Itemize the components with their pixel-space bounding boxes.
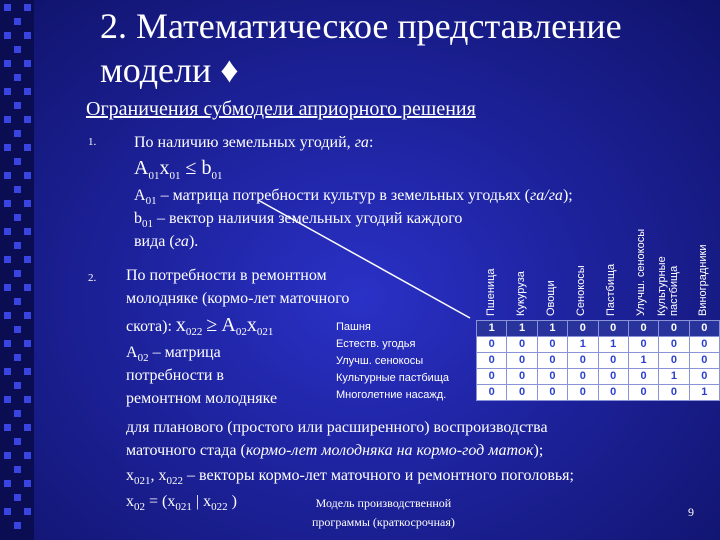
col-header-2: Овощи: [545, 280, 557, 316]
table-cell: 0: [689, 321, 719, 337]
table-cell: 0: [628, 321, 658, 337]
table-cell: 1: [628, 353, 658, 369]
table-row: [477, 385, 720, 401]
table-cell: 0: [689, 337, 719, 353]
table-cell: 0: [659, 321, 689, 337]
table-cell: 0: [568, 369, 598, 385]
table-cell: 0: [598, 385, 628, 401]
col-header-4: Пастбища: [605, 263, 617, 316]
table-cell: 0: [477, 385, 507, 401]
item1-desc3: вида (га).: [134, 233, 199, 250]
table-cell: 0: [477, 369, 507, 385]
table-cell: 0: [628, 385, 658, 401]
col-header-0: Пшеница: [485, 268, 497, 316]
page-number: 9: [688, 505, 694, 519]
item2-line1: По потребности в ремонтном: [126, 267, 327, 284]
item1-formula: $A_{01}x_{01} \le b_{01}$: [134, 157, 223, 182]
item2-line4: $A_{02}$ – матрица: [126, 344, 221, 365]
diamond-icon: ♦: [220, 50, 239, 90]
col-header-3: Сенокосы: [575, 265, 587, 316]
row-label-3: Культурные пастбища: [336, 372, 449, 384]
col-header-6: Культурные пастбища: [656, 256, 680, 316]
table-row: [477, 353, 720, 369]
table-cell: 0: [507, 369, 537, 385]
table-cell: 0: [477, 353, 507, 369]
item2-line2: молодняке (кормо-лет маточного: [126, 290, 350, 307]
table-row: [477, 337, 720, 353]
table-cell: 0: [659, 385, 689, 401]
table-cell: 0: [598, 321, 628, 337]
item1-number: 1.: [88, 136, 97, 148]
table-cell: 1: [507, 321, 537, 337]
table-cell: 0: [507, 353, 537, 369]
row-label-4: Многолетние насажд.: [336, 389, 447, 401]
item2-line8: маточного стада (кормо-лет молодняка на кормо-год маток);: [126, 442, 544, 459]
table-cell: 0: [537, 385, 567, 401]
title-line1: 2. Математическое представление: [100, 6, 622, 46]
item2-line7: для планового (простого или расширенного) воспроизводства: [126, 419, 548, 436]
table-row: [477, 321, 720, 337]
slide-footer: [312, 494, 455, 532]
row-label-1: Естеств. угодья: [336, 338, 416, 350]
item2-line10: $x_{02} = (x_{021}$ | $x_{022}$ ): [126, 493, 237, 514]
table-cell: 1: [598, 337, 628, 353]
table-cell: 0: [537, 369, 567, 385]
requirement-matrix: [476, 320, 720, 401]
footer-line1: Модель производственной: [315, 496, 452, 510]
table-cell: 0: [568, 353, 598, 369]
table-cell: 0: [507, 337, 537, 353]
table-cell: 0: [537, 353, 567, 369]
item1-heading: По наличию земельных угодий, га:: [134, 134, 374, 151]
item2-line6: ремонтном молодняке: [126, 390, 278, 407]
col-header-1: Кукуруза: [515, 271, 527, 316]
item2-number: 2.: [88, 272, 97, 284]
title-line2: модели ♦: [100, 50, 239, 90]
table-cell: 0: [537, 337, 567, 353]
col-header-7: Виноградники: [697, 244, 709, 316]
table-cell: 0: [628, 369, 658, 385]
table-cell: 1: [537, 321, 567, 337]
table-cell: 0: [628, 337, 658, 353]
table-cell: 0: [568, 385, 598, 401]
table-cell: 1: [689, 385, 719, 401]
table-cell: 0: [689, 353, 719, 369]
item2-line9: $x_{021}$, $x_{022}$ – векторы кормо-лет маточного и ремонтного поголовья;: [126, 467, 574, 488]
table-cell: 0: [598, 369, 628, 385]
table-cell: 0: [689, 369, 719, 385]
row-label-0: Пашня: [336, 321, 371, 333]
table-cell: 0: [477, 337, 507, 353]
table-cell: 1: [659, 369, 689, 385]
row-label-2: Улучш. сенокосы: [336, 355, 424, 367]
col-header-5: Улучш. сенокосы: [635, 228, 647, 316]
item2-line3: скота): $x_{022} \ge A_{02}x_{021}$: [126, 314, 274, 339]
item1-desc2: $b_{01}$ – вектор наличия земельных угодий каждого: [134, 210, 463, 231]
table-cell: 0: [598, 353, 628, 369]
table-cell: 1: [477, 321, 507, 337]
item1-desc1: $A_{01}$ – матрица потребности культур в земельных угодьях (га/га);: [134, 187, 573, 208]
table-row: [477, 369, 720, 385]
table-cell: 0: [507, 385, 537, 401]
table-cell: 0: [659, 353, 689, 369]
table-cell: 1: [568, 337, 598, 353]
table-cell: 0: [568, 321, 598, 337]
item2-line5: потребности в: [126, 367, 224, 384]
section-subtitle: Ограничения субмодели априорного решения: [86, 98, 476, 120]
table-cell: 0: [659, 337, 689, 353]
footer-line2: программы (краткосрочная): [312, 515, 455, 529]
